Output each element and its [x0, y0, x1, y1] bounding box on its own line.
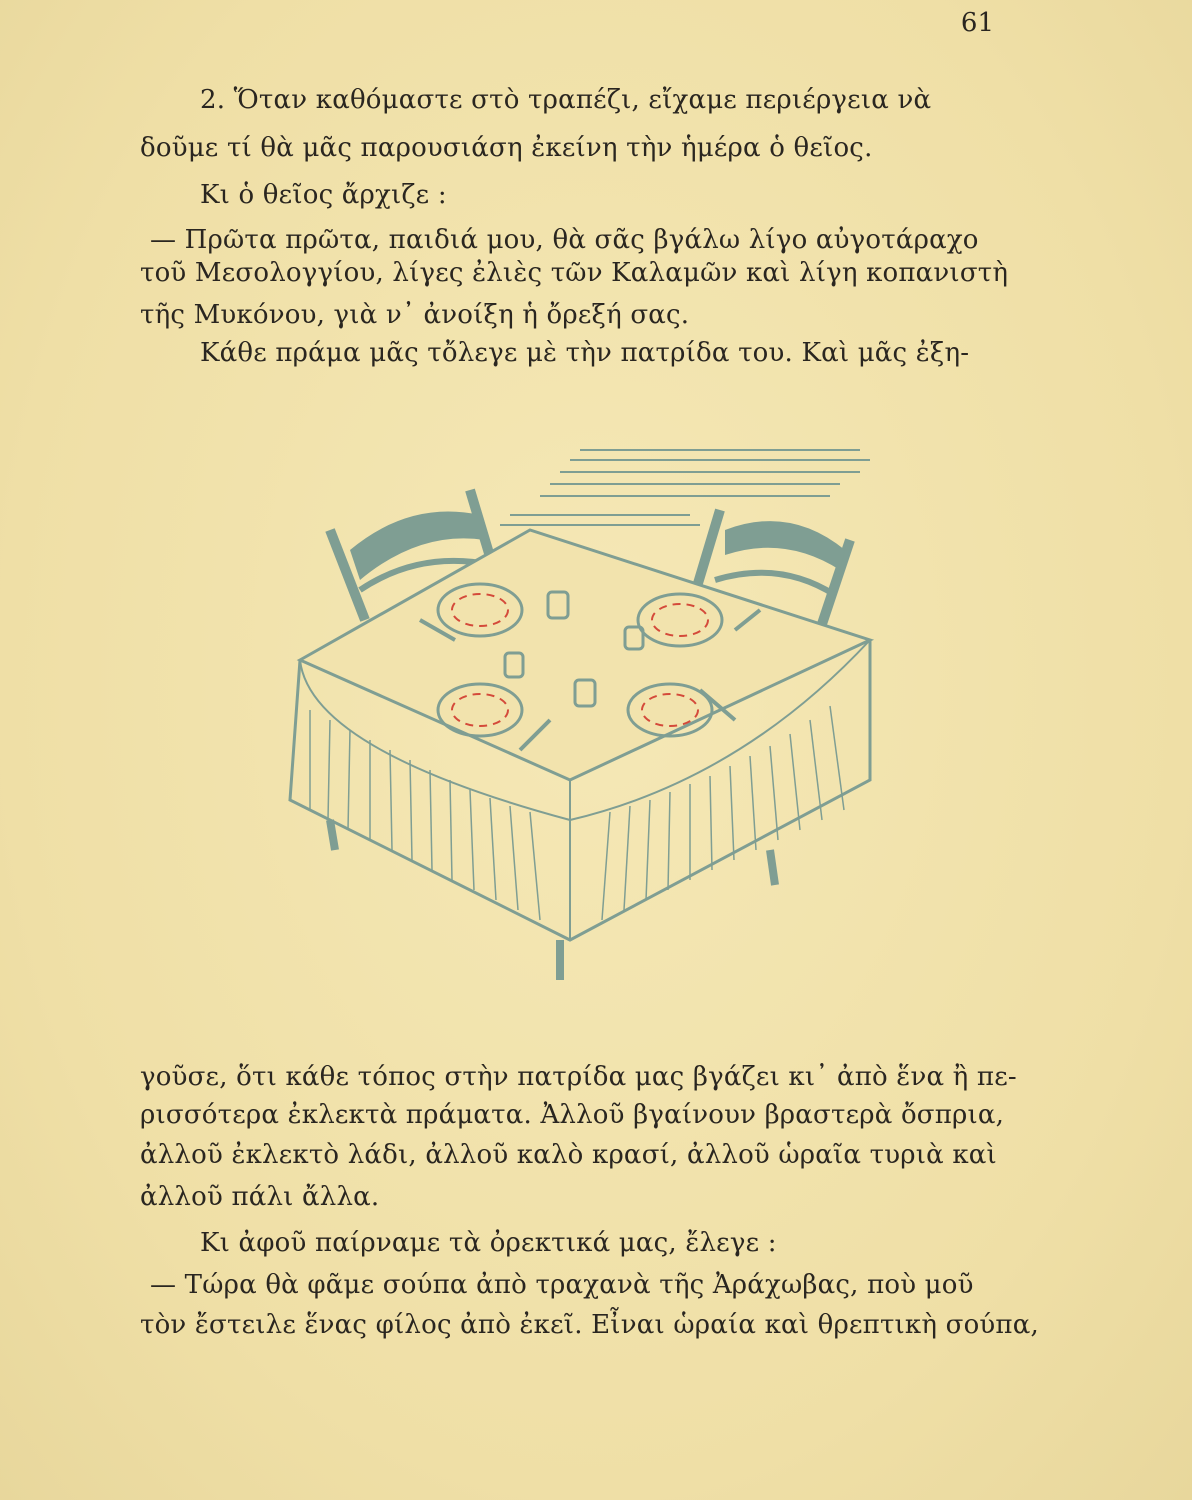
text-line: Κι ὁ θεῖος ἄρχιζε : — [200, 180, 447, 210]
text-line: ἀλλοῦ ἐκλεκτὸ λάδι, ἀλλοῦ καλὸ κρασί, ἀλλοῦ ὡραῖα τυριὰ καὶ — [140, 1140, 997, 1170]
text-line: Κάθε πράμα μᾶς τὄλεγε μὲ τὴν πατρίδα του. Καὶ μᾶς ἐξη- — [200, 338, 970, 368]
table-illustration — [270, 420, 910, 1010]
text-line: ρισσότερα ἐκλεκτὰ πράματα. Ἀλλοῦ βγαίνουν βραστερὰ ὄσπρια, — [140, 1100, 1005, 1130]
text-line: τὸν ἔστειλε ἕνας φίλος ἀπὸ ἐκεῖ. Εἶναι ὡραία καὶ θρεπτικὴ σούπα, — [140, 1310, 1039, 1340]
text-line: τοῦ Μεσολογγίου, λίγες ἐλιὲς τῶν Καλαμῶν καὶ λίγη κοπανιστὴ — [140, 258, 1009, 288]
text-line: ἀλλοῦ πάλι ἄλλα. — [140, 1182, 380, 1212]
motion-lines — [500, 450, 870, 525]
text-line: τῆς Μυκόνου, γιὰ ν᾽ ἀνοίξη ἡ ὄρεξή σας. — [140, 300, 690, 330]
table-top — [300, 530, 870, 780]
text-line: — Πρῶτα πρῶτα, παιδιά μου, θὰ σᾶς βγάλω λίγο αὐγοτάραχο — [150, 225, 979, 255]
text-line: — Τώρα θὰ φᾶμε σούπα ἀπὸ τραχανὰ τῆς Ἀράχωβας, ποὺ μοῦ — [150, 1270, 974, 1300]
text-line: γοῦσε, ὅτι κάθε τόπος στὴν πατρίδα μας βγάζει κι᾽ ἀπὸ ἕνα ἢ πε- — [140, 1062, 1017, 1092]
text-line: δοῦμε τί θὰ μᾶς παρουσιάση ἐκείνη τὴν ἡμέρα ὁ θεῖος. — [140, 133, 873, 163]
table-legs — [330, 820, 775, 980]
text-line: Κι ἀφοῦ παίρναμε τὰ ὀρεκτικά μας, ἔλεγε : — [200, 1228, 777, 1258]
text-line: 2. Ὅταν καθόμαστε στὸ τραπέζι, εἴχαμε περιέργεια νὰ — [200, 85, 932, 115]
page-number: 61 — [960, 8, 994, 38]
